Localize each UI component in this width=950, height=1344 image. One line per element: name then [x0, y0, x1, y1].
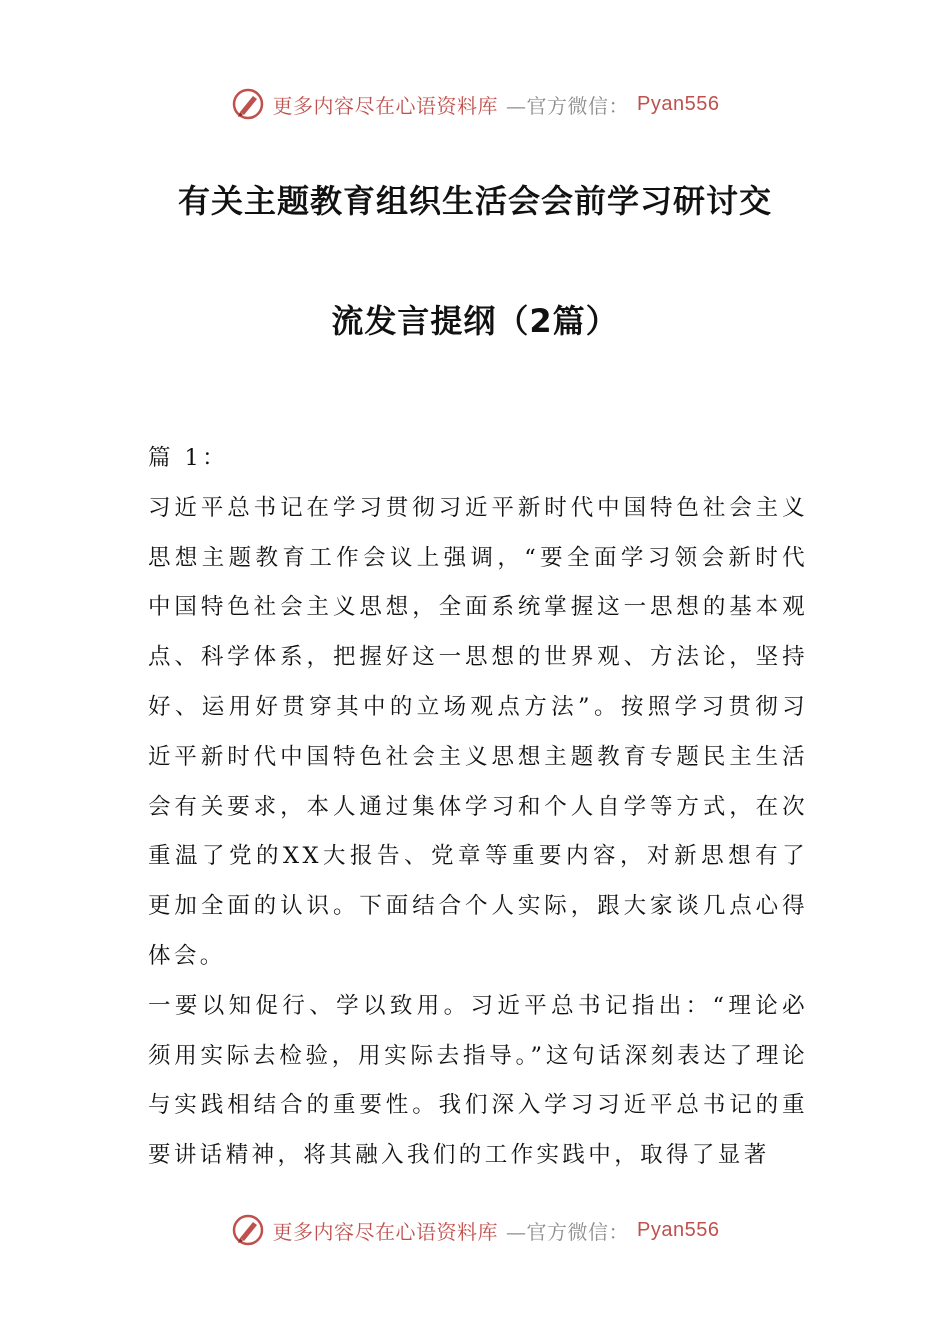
watermark-wechat-label: —官方微信：	[506, 1219, 630, 1244]
footer-watermark	[0, 1210, 950, 1250]
section-label: 篇 1：	[148, 445, 229, 471]
watermark-wechat-id: Pyan556	[637, 92, 720, 115]
header-watermark	[0, 84, 950, 124]
watermark-wechat-label: —官方微信：	[506, 93, 630, 118]
watermark-wechat-id: Pyan556	[637, 1218, 720, 1241]
document-title-line-1: 有关主题教育组织生活会会前学习研讨交	[177, 182, 772, 220]
pen-circle-icon	[231, 87, 265, 121]
document-body	[148, 434, 808, 1181]
pen-circle-icon	[231, 1213, 265, 1247]
paragraph-1: 习近平总书记在学习贯彻习近平新时代中国特色社会主义思想主题教育工作会议上强调，“要全面学习领会新时代中国特色社会主义思想，全面系统掌握这一思想的基本观点、科学体系，把握好这一思想的世界观、方法论，坚持好、运用好贯穿其中的立场观点方法”。按照学习贯彻习近平新时代中国特色社会主义思想主题教育专题民主生活会有关要求，本人通过集体学习和个人自学等方式，在次重温了党的XX大报告、党章等重要内容，对新思想有了更加全面的认识。下面结合个人实际，跟大家谈几点心得体会。	[148, 494, 808, 969]
document-title-line-2: 流发言提纲（2篇）	[331, 302, 619, 340]
watermark-site-name: 更多内容尽在心语资料库	[272, 1219, 499, 1244]
paragraph-2: 一要以知促行、学以致用。习近平总书记指出：“理论必须用实际去检验，用实际去指导。”这句话深刻表达了理论与实践相结合的重要性。我们深入学习习近平总书记的重要讲话精神，将其融入我们的工作实践中，取得了显著	[148, 992, 808, 1169]
watermark-site-name: 更多内容尽在心语资料库	[272, 93, 499, 118]
